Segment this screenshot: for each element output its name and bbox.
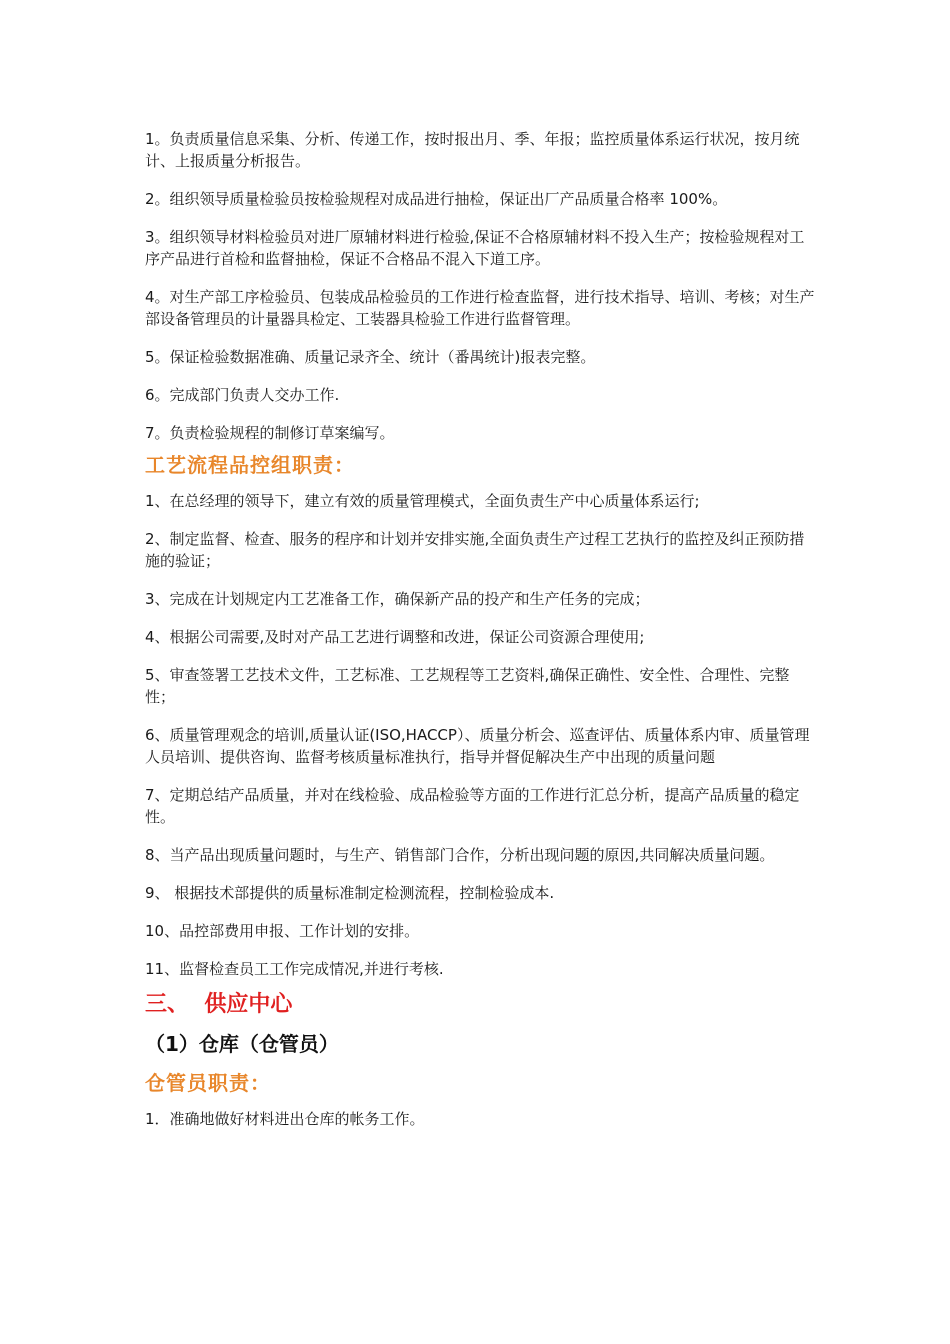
warehouse-sub-title: （1）仓库（仓管员）: [145, 1032, 339, 1056]
supply-center-section-title: 三、 供应中心: [145, 992, 293, 1017]
duty-item: 7。负责检验规程的制修订草案编写。: [145, 424, 395, 442]
duty-item: 1．准确地做好材料进出仓库的帐务工作。: [145, 1110, 425, 1128]
duty-item: 10、品控部费用申报、工作计划的安排。: [145, 922, 420, 940]
warehouse-keeper-duty-list: [145, 1108, 817, 1130]
duty-item: 5、审查签署工艺技术文件，工艺标准、工艺规程等工艺资料,确保正确性、安全性、合理性、完整性；: [145, 666, 790, 706]
duty-item: 11、监督检查员工工作完成情况,并进行考核.: [145, 960, 444, 978]
duty-item: 2。组织领导质量检验员按检验规程对成品进行抽检，保证出厂产品质量合格率 100%。: [145, 190, 728, 208]
duty-item: 4、根据公司需要,及时对产品工艺进行调整和改进，保证公司资源合理使用;: [145, 628, 645, 646]
quality-inspection-duty-list: [145, 128, 817, 444]
duty-item: 3、完成在计划规定内工艺准备工作，确保新产品的投产和生产任务的完成；: [145, 590, 650, 608]
duty-item: 8、当产品出现质量问题时，与生产、销售部门合作，分析出现问题的原因,共同解决质量问题。: [145, 846, 775, 864]
duty-item: 1。负责质量信息采集、分析、传递工作，按时报出月、季、年报；监控质量体系运行状况，按月统计、上报质量分析报告。: [145, 130, 800, 170]
duty-item: 5。保证检验数据准确、质量记录齐全、统计（番禺统计)报表完整。: [145, 348, 596, 366]
duty-item: 6、质量管理观念的培训,质量认证(ISO,HACCP）、质量分析会、巡查评估、质量体系内审、质量管理人员培训、提供咨询、监督考核质量标准执行，指导并督促解决生产中出现的质量问题: [145, 726, 810, 766]
duty-item: 2、制定监督、检查、服务的程序和计划并安排实施,全面负责生产过程工艺执行的监控及纠正预防措施的验证；: [145, 530, 805, 570]
document-page: [145, 128, 817, 1146]
warehouse-keeper-duty-heading: 仓管员职责：: [145, 1071, 271, 1095]
duty-item: 7、定期总结产品质量，并对在线检验、成品检验等方面的工作进行汇总分析，提高产品质量的稳定性。: [145, 786, 800, 826]
duty-item: 1、在总经理的领导下，建立有效的质量管理模式，全面负责生产中心质量体系运行;: [145, 492, 700, 510]
process-qc-heading: 工艺流程品控组职责：: [145, 453, 355, 477]
duty-item: 3。组织领导材料检验员对进厂原辅材料进行检验,保证不合格原辅材料不投入生产；按检验规程对工序产品进行首检和监督抽检，保证不合格品不混入下道工序。: [145, 228, 805, 268]
duty-item: 6。完成部门负责人交办工作.: [145, 386, 340, 404]
process-qc-duty-list: [145, 490, 817, 980]
duty-item: 4。对生产部工序检验员、包装成品检验员的工作进行检查监督，进行技术指导、培训、考核；对生产部设备管理员的计量器具检定、工装器具检验工作进行监督管理。: [145, 288, 815, 328]
duty-item: 9、 根据技术部提供的质量标准制定检测流程，控制检验成本.: [145, 884, 555, 902]
